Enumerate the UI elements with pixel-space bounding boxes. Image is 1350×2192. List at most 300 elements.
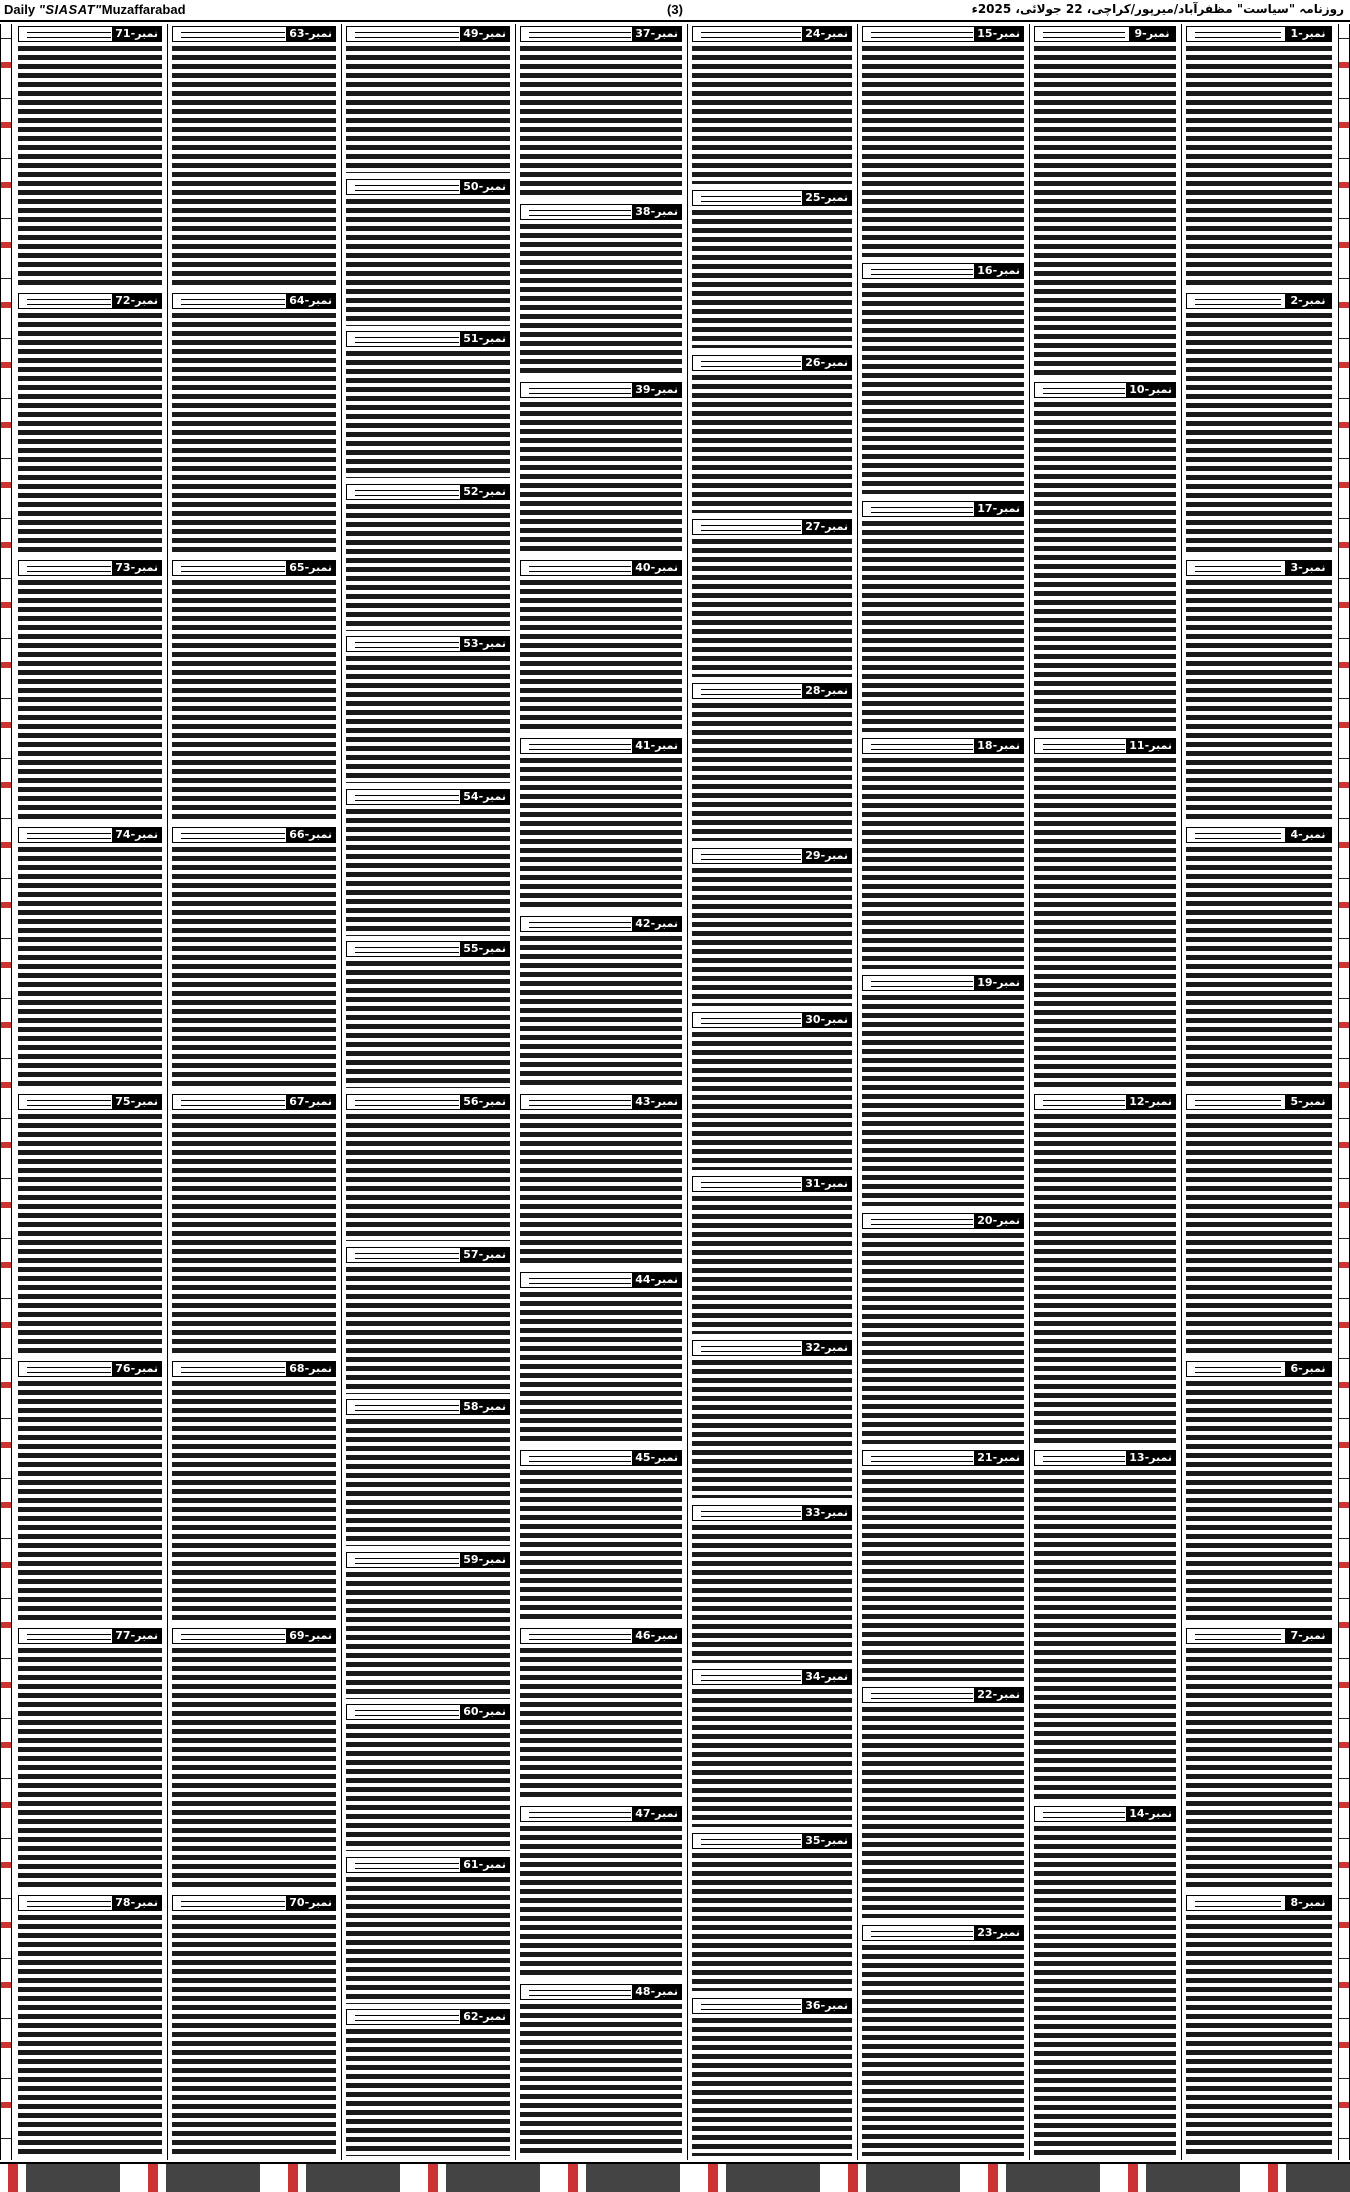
item-header: [520, 26, 682, 42]
news-item-body: [346, 2029, 510, 2156]
header-ornament: [181, 32, 285, 38]
header-ornament: [701, 854, 801, 860]
header-ornament: [181, 566, 285, 572]
news-item-body: [346, 351, 510, 478]
news-item-body: [346, 1267, 510, 1394]
news-item-body: [692, 868, 852, 1006]
news-item-body: [692, 1853, 852, 1991]
header-ornament: [355, 2015, 459, 2021]
header-ornament: [27, 1901, 111, 1907]
item-number-tag: نمبر-7: [1285, 1629, 1331, 1643]
news-item-body: [1186, 1915, 1332, 2156]
item-header: [692, 26, 852, 42]
item-header: [346, 941, 510, 957]
news-item-body: [1186, 313, 1332, 554]
news-item-body: [1034, 1114, 1176, 1444]
item-number-tag: نمبر-56: [460, 1095, 509, 1109]
item-header: [520, 916, 682, 932]
col-4-column: [688, 24, 856, 2160]
item-header: [1034, 738, 1176, 754]
item-number-tag: نمبر-49: [460, 27, 509, 41]
item-number-tag: نمبر-60: [460, 1705, 509, 1719]
item-header: [346, 484, 510, 500]
item-header: [520, 560, 682, 576]
header-ornament: [1195, 1634, 1281, 1640]
item-header: [346, 179, 510, 195]
item-number-tag: نمبر-30: [802, 1013, 851, 1027]
header-ornament: [1043, 1456, 1125, 1462]
news-item-body: [18, 1648, 162, 1889]
header-ornament: [871, 32, 973, 38]
header-ornament: [701, 1839, 801, 1845]
news-item-body: [862, 46, 1024, 257]
news-item-body: [862, 1233, 1024, 1444]
item-number-tag: نمبر-37: [632, 27, 681, 41]
news-item-body: [1186, 46, 1332, 287]
news-item-body: [1186, 1648, 1332, 1889]
item-header: [862, 1925, 1024, 1941]
daily-label: Daily: [4, 2, 39, 17]
item-number-tag: نمبر-23: [974, 1926, 1023, 1940]
header-ornament: [355, 1863, 459, 1869]
item-number-tag: نمبر-52: [460, 485, 509, 499]
header-ornament: [529, 32, 631, 38]
item-number-tag: نمبر-45: [632, 1451, 681, 1465]
item-header: [520, 1450, 682, 1466]
item-header: [520, 1806, 682, 1822]
item-number-tag: نمبر-66: [286, 828, 335, 842]
item-header: [346, 2009, 510, 2025]
item-header: [172, 560, 336, 576]
item-number-tag: نمبر-19: [974, 976, 1023, 990]
item-header: [18, 26, 162, 42]
news-item-body: [346, 1114, 510, 1241]
header-ornament: [355, 32, 459, 38]
item-header: [862, 26, 1024, 42]
item-number-tag: نمبر-73: [112, 561, 161, 575]
header-ornament: [181, 1634, 285, 1640]
header-ornament: [1043, 32, 1125, 38]
item-number-tag: نمبر-54: [460, 790, 509, 804]
item-header: [692, 1176, 852, 1192]
item-header: [1186, 827, 1332, 843]
news-item-body: [692, 2018, 852, 2156]
masthead-urdu-title: روزنامہ "سیاست" مظفرآباد/میرپور/کراچی، 22 جولائی، 2025ء: [971, 2, 1344, 16]
item-number-tag: نمبر-44: [632, 1273, 681, 1287]
item-header: [520, 204, 682, 220]
item-number-tag: نمبر-77: [112, 1629, 161, 1643]
news-item-body: [346, 1724, 510, 1851]
item-number-tag: نمبر-42: [632, 917, 681, 931]
item-header: [1034, 1806, 1176, 1822]
news-item-body: [862, 995, 1024, 1206]
header-ornament: [529, 566, 631, 572]
header-ornament: [529, 1456, 631, 1462]
item-number-tag: نمبر-61: [460, 1858, 509, 1872]
header-ornament: [701, 1018, 801, 1024]
header-ornament: [27, 32, 111, 38]
header-ornament: [355, 337, 459, 343]
header-ornament: [529, 1634, 631, 1640]
news-item-body: [172, 1648, 336, 1889]
header-ornament: [27, 1367, 111, 1373]
item-header: [346, 1552, 510, 1568]
news-item-body: [1034, 1826, 1176, 2156]
news-item-body: [18, 46, 162, 287]
item-header: [692, 190, 852, 206]
news-item-body: [1186, 1114, 1332, 1355]
header-ornament: [529, 1278, 631, 1284]
item-number-tag: نمبر-12: [1126, 1095, 1175, 1109]
item-header: [862, 263, 1024, 279]
news-item-body: [520, 46, 682, 198]
item-number-tag: نمبر-72: [112, 294, 161, 308]
header-ornament: [529, 1990, 631, 1996]
item-header: [346, 1399, 510, 1415]
item-header: [692, 1340, 852, 1356]
item-header: [862, 1450, 1024, 1466]
item-number-tag: نمبر-71: [112, 27, 161, 41]
item-number-tag: نمبر-28: [802, 684, 851, 698]
left-border-strip: [0, 24, 12, 2160]
header-ornament: [1195, 833, 1281, 839]
news-item-body: [346, 809, 510, 936]
header-ornament: [871, 744, 973, 750]
item-header: [346, 1857, 510, 1873]
item-header: [1186, 560, 1332, 576]
item-number-tag: نمبر-70: [286, 1896, 335, 1910]
news-item-body: [18, 580, 162, 821]
header-ornament: [355, 795, 459, 801]
header-ornament: [529, 1100, 631, 1106]
item-number-tag: نمبر-4: [1285, 828, 1331, 842]
header-ornament: [27, 566, 111, 572]
header-ornament: [701, 1182, 801, 1188]
header-ornament: [1195, 1100, 1281, 1106]
item-number-tag: نمبر-59: [460, 1553, 509, 1567]
item-header: [692, 519, 852, 535]
header-ornament: [871, 1931, 973, 1937]
item-number-tag: نمبر-46: [632, 1629, 681, 1643]
item-header: [692, 848, 852, 864]
item-number-tag: نمبر-40: [632, 561, 681, 575]
item-header: [1034, 1450, 1176, 1466]
item-header: [520, 738, 682, 754]
item-header: [172, 293, 336, 309]
item-header: [346, 331, 510, 347]
news-item-body: [1034, 402, 1176, 732]
header-ornament: [181, 299, 285, 305]
item-header: [692, 355, 852, 371]
news-item-body: [862, 521, 1024, 732]
item-number-tag: نمبر-15: [974, 27, 1023, 41]
item-number-tag: نمبر-24: [802, 27, 851, 41]
header-ornament: [355, 1100, 459, 1106]
header-ornament: [181, 1901, 285, 1907]
item-number-tag: نمبر-1: [1285, 27, 1331, 41]
header-ornament: [1195, 32, 1281, 38]
news-item-body: [520, 224, 682, 376]
news-item-body: [346, 1419, 510, 1546]
item-header: [1186, 1895, 1332, 1911]
item-number-tag: نمبر-9: [1129, 27, 1175, 41]
news-item-body: [172, 313, 336, 554]
news-item-body: [520, 402, 682, 554]
item-header: [862, 738, 1024, 754]
news-item-body: [692, 1032, 852, 1170]
item-number-tag: نمبر-29: [802, 849, 851, 863]
item-header: [520, 382, 682, 398]
item-number-tag: نمبر-5: [1285, 1095, 1331, 1109]
brand-name: "SIASAT": [38, 2, 102, 17]
item-number-tag: نمبر-2: [1285, 294, 1331, 308]
item-number-tag: نمبر-58: [460, 1400, 509, 1414]
header-ornament: [701, 1511, 801, 1517]
news-item-body: [172, 1915, 336, 2156]
news-item-body: [346, 504, 510, 631]
item-number-tag: نمبر-65: [286, 561, 335, 575]
item-number-tag: نمبر-64: [286, 294, 335, 308]
news-item-body: [1034, 758, 1176, 1088]
item-number-tag: نمبر-35: [802, 1834, 851, 1848]
news-item-body: [520, 936, 682, 1088]
item-header: [18, 1628, 162, 1644]
news-item-body: [692, 46, 852, 184]
item-header: [172, 1628, 336, 1644]
item-number-tag: نمبر-17: [974, 502, 1023, 516]
item-number-tag: نمبر-51: [460, 332, 509, 346]
item-header: [346, 1094, 510, 1110]
item-number-tag: نمبر-67: [286, 1095, 335, 1109]
news-item-body: [18, 847, 162, 1088]
item-number-tag: نمبر-6: [1285, 1362, 1331, 1376]
header-ornament: [1195, 1901, 1281, 1907]
item-number-tag: نمبر-34: [802, 1670, 851, 1684]
item-header: [18, 560, 162, 576]
item-number-tag: نمبر-75: [112, 1095, 161, 1109]
item-header: [862, 975, 1024, 991]
news-item-body: [172, 1381, 336, 1622]
item-header: [1186, 1094, 1332, 1110]
header-ornament: [27, 1100, 111, 1106]
news-item-body: [172, 580, 336, 821]
header-ornament: [355, 1253, 459, 1259]
header-ornament: [701, 2004, 801, 2010]
news-item-body: [692, 1525, 852, 1663]
item-header: [172, 1361, 336, 1377]
header-ornament: [355, 1558, 459, 1564]
news-item-body: [1186, 580, 1332, 821]
news-item-body: [692, 539, 852, 677]
item-header: [18, 827, 162, 843]
header-ornament: [1043, 744, 1125, 750]
item-number-tag: نمبر-13: [1126, 1451, 1175, 1465]
col-2-column: [1030, 24, 1180, 2160]
item-number-tag: نمبر-78: [112, 1896, 161, 1910]
news-item-body: [172, 847, 336, 1088]
item-number-tag: نمبر-68: [286, 1362, 335, 1376]
header-ornament: [529, 922, 631, 928]
item-number-tag: نمبر-3: [1285, 561, 1331, 575]
item-header: [18, 293, 162, 309]
item-number-tag: نمبر-25: [802, 191, 851, 205]
item-header: [692, 683, 852, 699]
item-number-tag: نمبر-47: [632, 1807, 681, 1821]
item-number-tag: نمبر-39: [632, 383, 681, 397]
news-item-body: [346, 1877, 510, 2004]
header-ornament: [701, 196, 801, 202]
header-ornament: [1195, 1367, 1281, 1373]
header-ornament: [871, 981, 973, 987]
item-number-tag: نمبر-62: [460, 2010, 509, 2024]
item-header: [692, 1669, 852, 1685]
news-item-body: [520, 1826, 682, 1978]
item-header: [1186, 1361, 1332, 1377]
item-number-tag: نمبر-16: [974, 264, 1023, 278]
item-number-tag: نمبر-48: [632, 1985, 681, 1999]
news-item-body: [346, 961, 510, 1088]
header-ornament: [871, 269, 973, 275]
news-item-body: [18, 313, 162, 554]
news-item-body: [520, 758, 682, 910]
news-item-body: [862, 1470, 1024, 1681]
item-number-tag: نمبر-27: [802, 520, 851, 534]
col-8-column: [14, 24, 166, 2160]
item-number-tag: نمبر-53: [460, 637, 509, 651]
header-ornament: [701, 32, 801, 38]
item-number-tag: نمبر-33: [802, 1506, 851, 1520]
item-number-tag: نمبر-69: [286, 1629, 335, 1643]
news-item-body: [172, 1114, 336, 1355]
item-number-tag: نمبر-55: [460, 942, 509, 956]
item-number-tag: نمبر-41: [632, 739, 681, 753]
header-ornament: [181, 833, 285, 839]
news-item-body: [862, 1945, 1024, 2156]
col-3-column: [858, 24, 1028, 2160]
right-border-strip: [1338, 24, 1350, 2160]
item-header: [1186, 293, 1332, 309]
item-number-tag: نمبر-21: [974, 1451, 1023, 1465]
page-number: (3): [667, 2, 683, 17]
news-item-body: [692, 375, 852, 513]
news-item-body: [862, 758, 1024, 969]
header-ornament: [871, 1693, 973, 1699]
header-ornament: [1043, 1100, 1125, 1106]
item-header: [1186, 26, 1332, 42]
news-item-body: [1186, 1381, 1332, 1622]
header-ornament: [355, 1710, 459, 1716]
item-number-tag: نمبر-22: [974, 1688, 1023, 1702]
news-item-body: [346, 199, 510, 326]
news-item-body: [18, 1381, 162, 1622]
item-number-tag: نمبر-32: [802, 1341, 851, 1355]
item-header: [172, 1094, 336, 1110]
news-item-body: [862, 1707, 1024, 1918]
col-5-column: [516, 24, 686, 2160]
item-number-tag: نمبر-57: [460, 1248, 509, 1262]
news-item-body: [692, 210, 852, 348]
item-number-tag: نمبر-50: [460, 180, 509, 194]
header-ornament: [355, 185, 459, 191]
header-ornament: [871, 507, 973, 513]
news-item-body: [1186, 847, 1332, 1088]
item-header: [18, 1094, 162, 1110]
col-1-column: [1182, 24, 1336, 2160]
header-ornament: [871, 1456, 973, 1462]
item-number-tag: نمبر-10: [1126, 383, 1175, 397]
masthead: [0, 0, 1350, 22]
news-item-body: [520, 1470, 682, 1622]
news-item-body: [520, 580, 682, 732]
item-number-tag: نمبر-38: [632, 205, 681, 219]
news-item-body: [520, 1648, 682, 1800]
news-item-body: [1034, 1470, 1176, 1800]
footer-banner-strip: [0, 2162, 1350, 2192]
item-header: [1034, 1094, 1176, 1110]
item-number-tag: نمبر-18: [974, 739, 1023, 753]
header-ornament: [871, 1219, 973, 1225]
header-ornament: [27, 833, 111, 839]
header-ornament: [529, 388, 631, 394]
header-ornament: [1195, 299, 1281, 305]
news-item-body: [692, 1689, 852, 1827]
header-ornament: [701, 689, 801, 695]
item-number-tag: نمبر-36: [802, 1999, 851, 2013]
header-ornament: [355, 1405, 459, 1411]
item-header: [520, 1984, 682, 2000]
item-number-tag: نمبر-8: [1285, 1896, 1331, 1910]
item-header: [862, 1687, 1024, 1703]
header-ornament: [27, 299, 111, 305]
news-item-body: [18, 1114, 162, 1355]
item-header: [346, 26, 510, 42]
col-7-column: [168, 24, 340, 2160]
item-number-tag: نمبر-63: [286, 27, 335, 41]
item-number-tag: نمبر-31: [802, 1177, 851, 1191]
news-item-body: [520, 1114, 682, 1266]
item-header: [1186, 1628, 1332, 1644]
header-ornament: [1195, 566, 1281, 572]
header-ornament: [355, 490, 459, 496]
header-ornament: [529, 744, 631, 750]
item-number-tag: نمبر-20: [974, 1214, 1023, 1228]
masthead-english-title: [4, 2, 186, 17]
header-ornament: [701, 1675, 801, 1681]
header-ornament: [181, 1367, 285, 1373]
news-item-body: [520, 2004, 682, 2156]
item-header: [346, 1247, 510, 1263]
item-header: [172, 1895, 336, 1911]
item-header: [346, 636, 510, 652]
item-header: [862, 1213, 1024, 1229]
news-item-body: [1034, 46, 1176, 376]
news-item-body: [692, 703, 852, 841]
item-number-tag: نمبر-74: [112, 828, 161, 842]
news-item-body: [520, 1292, 682, 1444]
item-header: [520, 1094, 682, 1110]
news-item-body: [346, 46, 510, 173]
item-header: [520, 1272, 682, 1288]
item-header: [346, 789, 510, 805]
item-header: [1034, 382, 1176, 398]
news-item-body: [692, 1360, 852, 1498]
newspaper-page: [0, 24, 1350, 2160]
news-item-body: [346, 1572, 510, 1699]
item-header: [346, 1704, 510, 1720]
item-header: [18, 1361, 162, 1377]
item-header: [692, 1505, 852, 1521]
header-ornament: [701, 525, 801, 531]
